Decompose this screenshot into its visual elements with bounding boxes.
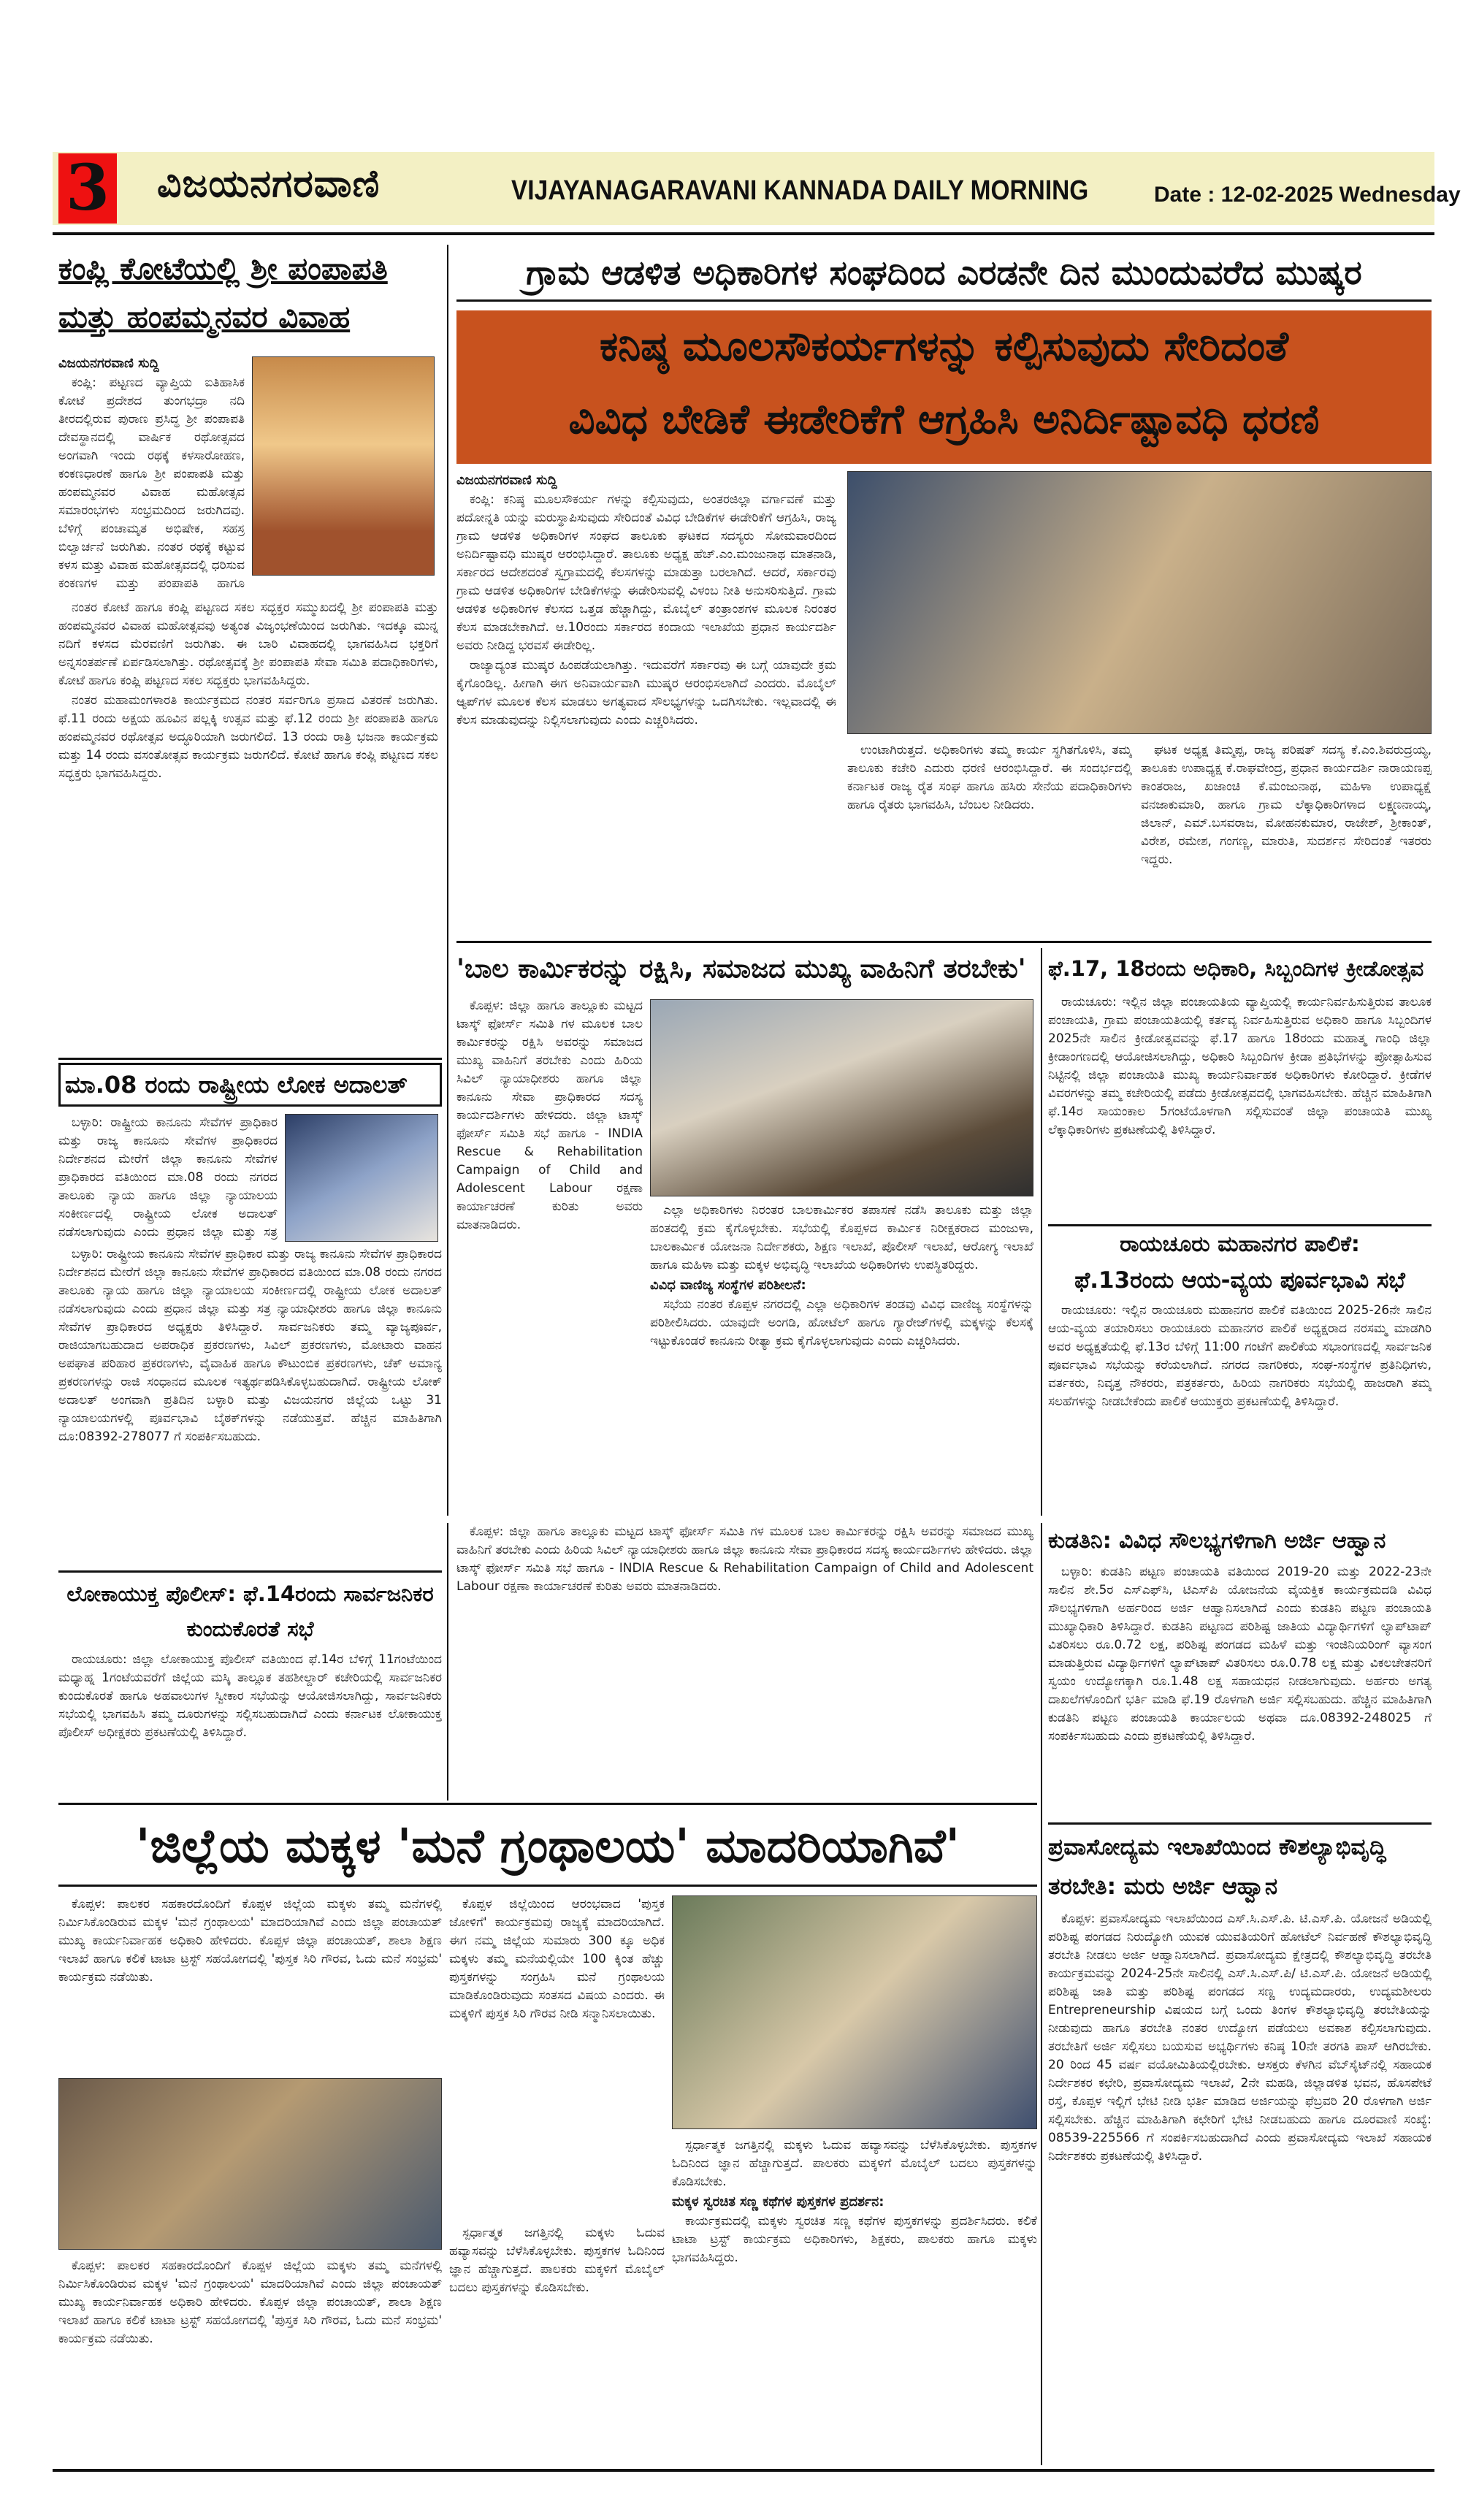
paragraph: ರಾಜ್ಯಾದ್ಯಂತ ಮುಷ್ಕರ ಹಿಂಪಡೆಯಲಾಗಿತ್ತು. ಇದುವರೆಗೆ ಸರ್ಕಾರವು ಈ ಬಗ್ಗೆ ಯಾವುದೇ ಕ್ರಮ ಕೈಗೊಂಡಿಲ್ಲ. ಹೀಗಾಗಿ ಈಗ ಅನಿವಾರ್ಯವಾಗಿ ಮುಷ್ಕರ ಆರಂಭಿಸಲಾಗಿದೆ ಎಂದರು. ಮೊಬೈಲ್ ಆ್ಯಪ್‌ಗಳ ಮೂಲಕ ಕೆಲಸ ಮಾಡಲು ಅಗತ್ಯವಾದ ಸೌಲಭ್ಯಗಳನ್ನು ಒದಗಿಸಬೇಕು. ಇಲ್ಲವಾದಲ್ಲಿ ಈ ಕೆಲಸ ಮಾಡುವುದನ್ನು ನಿಲ್ಲಿಸಲಾಗುವುದು ಎಂದು ಎಚ್ಚರಿಸಿದರು.: [456, 658, 836, 728]
paragraph: ಸ್ಪರ್ಧಾತ್ಮಕ ಜಗತ್ತಿನಲ್ಲಿ ಮಕ್ಕಳು ಓದುವ ಹವ್ಯಾಸವನ್ನು ಬೆಳೆಸಿಕೊಳ್ಳಬೇಕು. ಪುಸ್ತಕಗಳ ಓದಿನಿಂದ ಜ್ಞಾನ ಹೆಚ್ಚಾಗುತ್ತದೆ. ಪಾಲಕರು ಮಕ್ಕಳಿಗೆ ಮೊಬೈಲ್ ಬದಲು ಪುಸ್ತಕಗಳನ್ನು ಕೊಡಿಸಬೇಕು.: [449, 2226, 665, 2295]
article-kudathini-title: ಕುಡತಿನಿ: ವಿವಿಧ ಸೌಲಭ್ಯಗಳಿಗಾಗಿ ಅರ್ಜಿ ಆಹ್ವಾನ: [1048, 1528, 1386, 1554]
meeting-officials-photo: [650, 999, 1033, 1196]
article-childlabour-title: 'ಬಾಲ ಕಾರ್ಮಿಕರನ್ನು ರಕ್ಷಿಸಿ, ಸಮಾಜದ ಮುಖ್ಯ ವಾಹಿನಿಗೆ ತರಬೇಕು': [456, 954, 1026, 984]
byline: ವಿಜಯನಗರವಾಣಿ ಸುದ್ದಿ: [456, 473, 557, 488]
paragraph: ಕೊಪ್ಪಳ ಜಿಲ್ಲೆಯಿಂದ ಆರಂಭವಾದ 'ಪುಸ್ತಕ ಜೋಳಿಗೆ' ಕಾರ್ಯಕ್ರಮವು ರಾಜ್ಯಕ್ಕೆ ಮಾದರಿಯಾಗಿದೆ. ಈಗ ನಮ್ಮ ಜಿಲ್ಲೆಯ ಸುಮಾರು 300 ಕ್ಕೂ ಅಧಿಕ ಮಕ್ಕಳು ತಮ್ಮ ಮನೆಯಲ್ಲಿಯೇ 100 ಕ್ಕಿಂತ ಹೆಚ್ಚು ಪುಸ್ತಕಗಳನ್ನು ಸಂಗ್ರಹಿಸಿ ಮನೆ ಗ್ರಂಥಾಲಯ ಮಾಡಿಕೊಂಡಿರುವುದು ಸಂತಸದ ವಿಷಯ ಎಂದರು. ಈ ಮಕ್ಕಳಿಗೆ ಪುಸ್ತಕ ಸಿರಿ ಗೌರವ ನೀಡಿ ಸನ್ಮಾನಿಸಲಾಯಿತು.: [449, 1897, 665, 2021]
section-rule: [456, 941, 1432, 943]
article-sportsfest-body: [1048, 993, 1432, 1220]
newspaper-name-english: VIJAYANAGARAVANI KANNADA DAILY MORNING: [511, 175, 1089, 206]
page-number: 3: [58, 153, 117, 224]
temple-deity-photo: [252, 356, 435, 576]
paragraph: ಕೊಪ್ಪಳ: ಪಾಲಕರ ಸಹಕಾರದೊಂದಿಗೆ ಕೊಪ್ಪಳ ಜಿಲ್ಲೆಯ ಮಕ್ಕಳು ತಮ್ಮ ಮನೆಗಳಲ್ಲಿ ನಿರ್ಮಿಸಿಕೊಂಡಿರುವ ಮಕ್ಕಳ 'ಮನೆ ಗ್ರಂಥಾಲಯ' ಮಾದರಿಯಾಗಿವೆ ಎಂದು ಜಿಲ್ಲಾ ಪಂಚಾಯತ್ ಮುಖ್ಯ ಕಾರ್ಯನಿರ್ವಾಹಕ ಅಧಿಕಾರಿ ಹೇಳಿದರು. ಕೊಪ್ಪಳ ಜಿಲ್ಲಾ ಪಂಚಾಯತ್, ಶಾಲಾ ಶಿಕ್ಷಣ ಇಲಾಖೆ ಹಾಗೂ ಕಲಿಕೆ ಟಾಟಾ ಟ್ರಸ್ಟ್ ಸಹಯೋಗದಲ್ಲಿ 'ಪುಸ್ತಕ ಸಿರಿ ಗೌರವ, ಓದು ಮನೆ ಸಂಭ್ರಮ' ಕಾರ್ಯಕ್ರಮ ನಡೆಯಿತು.: [58, 1897, 442, 1985]
article-library-col-2: [449, 1895, 665, 2217]
article-kampli-body-top: [58, 354, 245, 595]
column-divider: [1041, 1523, 1042, 2465]
paragraph: ನಂತರ ಕೋಟೆ ಹಾಗೂ ಕಂಪ್ಲಿ ಪಟ್ಟಣದ ಸಕಲ ಸದ್ಭಕ್ತರ ಸಮ್ಮುಖದಲ್ಲಿ ಶ್ರೀ ಪಂಪಾಪತಿ ಮತ್ತು ಹಂಪಮ್ಮನವರ ವಿವಾಹ ಮಹೋತ್ಸವವು ಅತ್ಯಂತ ವಿಜೃಂಭಣೆಯಿಂದ ಜರುಗಿತು. ಇದಕ್ಕೂ ಮುನ್ನ ನದಿಗೆ ಕಳಸದ ಮೆರವಣಿಗೆ ಜರುಗಿತು. ಈ ಬಾರಿ ವಿವಾಹದಲ್ಲಿ ಭಾಗವಹಿಸಿದ ಭಕ್ತರಿಗೆ ಅನ್ನಸಂತರ್ಪಣೆ ಏರ್ಪಡಿಸಲಾಗಿತ್ತು. ರಥೋತ್ಸವಕ್ಕೆ ಶ್ರೀ ಪಂಪಾಪತಿ ಸೇವಾ ಸಮಿತಿ ಪದಾಧಿಕಾರಿಗಳು, ಕೋಟೆ ಹಾಗೂ ಕಂಪ್ಲಿ ಪಟ್ಟಣದ ಸಕಲ ಸದ್ಭಕ್ತರು ಭಾಗವಹಿಸಿದ್ದರು.: [58, 600, 438, 688]
article-tourism-body: [1048, 1910, 1432, 2462]
paragraph: ಕೊಪ್ಪಳ: ಜಿಲ್ಲಾ ಹಾಗೂ ತಾಲ್ಲೂಕು ಮಟ್ಟದ ಟಾಸ್ಕ್ ಫೋರ್ಸ್ ಸಮಿತಿ ಗಳ ಮೂಲಕ ಬಾಲ ಕಾರ್ಮಿಕರನ್ನು ರಕ್ಷಿಸಿ ಅವರನ್ನು ಸಮಾಜದ ಮುಖ್ಯ ವಾಹಿನಿಗೆ ತರಬೇಕು ಎಂದು ಹಿರಿಯ ಸಿವಿಲ್ ನ್ಯಾಯಾಧೀಶರು ಹಾಗೂ ಜಿಲ್ಲಾ ಕಾನೂನು ಸೇವಾ ಪ್ರಾಧಿಕಾರದ ಸದಸ್ಯ ಕಾರ್ಯದರ್ಶಿಗಳು ಹೇಳಿದರು. ಜಿಲ್ಲಾ ಟಾಸ್ಕ್ ಫೋರ್ಸ್ ಸಮಿತಿ ಸಭೆ ಹಾಗೂ - INDIA Rescue & Rehabilitation Campaign of Child and Adolescent Labour ರಕ್ಷಣಾ ಕಾರ್ಯಾಚರಣೆ ಕುರಿತು ಅವರು ಮಾತನಾಡಿದರು.: [456, 999, 643, 1232]
column-divider: [1041, 948, 1042, 1516]
article-sportsfest-title: ಫೆ.17, 18ರಂದು ಅಧಿಕಾರಿ, ಸಿಬ್ಬಂದಿಗಳ ಕ್ರೀಡೋತ್ಸವ: [1048, 956, 1424, 981]
article-lokadalat-body-top: [58, 1114, 278, 1242]
masthead-rule: [53, 232, 1434, 235]
paragraph: ಕಂಪ್ಲಿ: ಕನಿಷ್ಠ ಮೂಲಸೌಕರ್ಯ ಗಳನ್ನು ಕಲ್ಪಿಸುವುದು, ಅಂತರಜಿಲ್ಲಾ ವರ್ಗಾವಣೆ ಮತ್ತು ಪದೋನ್ನತಿ ಯನ್ನು ಮರುಸ್ಥಾಪಿಸುವುದು ಸೇರಿದಂತೆ ವಿವಿಧ ಬೇಡಿಕೆಗಳ ಈಡೇರಿಕೆಗೆ ಆಗ್ರಹಿಸಿ, ರಾಜ್ಯ ಗ್ರಾಮ ಆಡಳಿತ ಅಧಿಕಾರಿಗಳ ಸಂಘದ ತಾಲೂಕು ಘಟಕದ ಸದಸ್ಯರು ಸೋಮವಾರದಿಂದ ಅನಿರ್ದಿಷ್ಟಾವಧಿ ಮುಷ್ಕರ ಆರಂಭಿಸಿದ್ದಾರೆ. ತಾಲೂಕು ಅಧ್ಯಕ್ಷ ಹೆಚ್.ಎಂ.ಮಂಜುನಾಥ ಮಾತನಾಡಿ, ಸರ್ಕಾರದ ಆದೇಶದಂತೆ ಸ್ವಗ್ರಾಮದಲ್ಲಿ ಕೆಲಸಗಳನ್ನು ಮಾಡುತ್ತಾ ಬರಲಾಗಿದೆ. ಆದರೆ, ಸರ್ಕಾರವು ಗ್ರಾಮ ಆಡಳಿತ ಅಧಿಕಾರಿಗಳ ಬೇಡಿಕೆಗಳನ್ನು ಈಡೇರಿಸುವಲ್ಲಿ ವಿಳಂಬ ನೀತಿ ಅನುಸರಿಸುತ್ತಿದೆ. ಗ್ರಾಮ ಆಡಳಿತ ಅಧಿಕಾರಿಗಳ ಕೆಲಸದ ಒತ್ತಡ ಹೆಚ್ಚಾಗಿದ್ದು, ಮೊಬೈಲ್ ತಂತ್ರಾಂಶಗಳ ಮೂಲಕ ನಿರಂತರ ಕೆಲಸ ಮಾಡಬೇಕಾಗಿದೆ. ಆ.10ರಂದು ಸರ್ಕಾರದ ಕಂದಾಯ ಇಲಾಖೆಯ ಪ್ರಧಾನ ಕಾರ್ಯದರ್ಶಿ ಅವರು ನೀಡಿದ್ದ ಭರವಸೆ ಈಡೇರಿಲ್ಲ.: [456, 492, 836, 653]
paragraph: ಸ್ಪರ್ಧಾತ್ಮಕ ಜಗತ್ತಿನಲ್ಲಿ ಮಕ್ಕಳು ಓದುವ ಹವ್ಯಾಸವನ್ನು ಬೆಳೆಸಿಕೊಳ್ಳಬೇಕು. ಪುಸ್ತಕಗಳ ಓದಿನಿಂದ ಜ್ಞಾನ ಹೆಚ್ಚಾಗುತ್ತದೆ. ಪಾಲಕರು ಮಕ್ಕಳಿಗೆ ಮೊಬೈಲ್ ಬದಲು ಪುಸ್ತಕಗಳನ್ನು ಕೊಡಿಸಬೇಕು.: [672, 2138, 1037, 2189]
article-lokadalat-title: ಮಾ.08 ರಂದು ರಾಷ್ಟ್ರೀಯ ಲೋಕ ಅದಾಲತ್: [58, 1063, 442, 1107]
article-strike-col-3: [847, 741, 1132, 935]
article-library-col-4: [672, 2137, 1037, 2462]
byline: ವಿಜಯನಗರವಾಣಿ ಸುದ್ದಿ: [58, 356, 159, 371]
paragraph: ಕಂಪ್ಲಿ: ಪಟ್ಟಣದ ವ್ಯಾಪ್ತಿಯ ಐತಿಹಾಸಿಕ ಕೋಟೆ ಪ್ರದೇಶದ ತುಂಗಭದ್ರಾ ನದಿ ತೀರದಲ್ಲಿರುವ ಪುರಾಣ ಪ್ರಸಿದ್ಧ ಶ್ರೀ ಪಂಪಾಪತಿ ದೇವಸ್ಥಾನದಲ್ಲಿ ವಾರ್ಷಿಕ ರಥೋತ್ಸವದ ಅಂಗವಾಗಿ ಇಂದು ರಥಕ್ಕೆ ಕಳಸಾರೋಹಣ, ಕಂಕಣಧಾರಣೆ ಹಾಗೂ ಶ್ರೀ ಪಂಪಾಪತಿ ಮತ್ತು ಹಂಪಮ್ಮನವರ ವಿವಾಹ ಮಹೋತ್ಸವ ಸಮಾರಂಭಗಳು ಸಂಭ್ರಮದಿಂದ ಜರುಗಿದವು. ಬೆಳಿಗ್ಗೆ ಪಂಚಾಮೃತ ಅಭಿಷೇಕ, ಸಹಸ್ರ ಬಿಲ್ವಾರ್ಚನೆ ಜರುಗಿತು. ನಂತರ ರಥಕ್ಕೆ ಕಟ್ಟುವ ಕಳಸ ಮತ್ತು ವಿವಾಹ ಮಹೋತ್ಸವದಲ್ಲಿ ಧರಿಸುವ ಕಂಕಣಗಳ ಮತ್ತು ಪಂಪಾಪತಿ ಹಾಗೂ: [58, 375, 245, 591]
article-library-title: 'ಜಿಲ್ಲೆಯ ಮಕ್ಕಳ 'ಮನೆ ಗ್ರಂಥಾಲಯ' ಮಾದರಿಯಾಗಿವೆ': [58, 1810, 1037, 1887]
newspaper-name-kannada: ವಿಜಯನಗರವಾಣಿ: [157, 162, 381, 206]
paragraph: ಕೊಪ್ಪಳ: ಜಿಲ್ಲಾ ಹಾಗೂ ತಾಲ್ಲೂಕು ಮಟ್ಟದ ಟಾಸ್ಕ್ ಫೋರ್ಸ್ ಸಮಿತಿ ಗಳ ಮೂಲಕ ಬಾಲ ಕಾರ್ಮಿಕರನ್ನು ರಕ್ಷಿಸಿ ಅವರನ್ನು ಸಮಾಜದ ಮುಖ್ಯ ವಾಹಿನಿಗೆ ತರಬೇಕು ಎಂದು ಹಿರಿಯ ಸಿವಿಲ್ ನ್ಯಾಯಾಧೀಶರು ಹಾಗೂ ಜಿಲ್ಲಾ ಕಾನೂನು ಸೇವಾ ಪ್ರಾಧಿಕಾರದ ಸದಸ್ಯ ಕಾರ್ಯದರ್ಶಿಗಳು ಹೇಳಿದರು. ಜಿಲ್ಲಾ ಟಾಸ್ಕ್ ಫೋರ್ಸ್ ಸಮಿತಿ ಸಭೆ ಹಾಗೂ - INDIA Rescue & Rehabilitation Campaign of Child and Adolescent Labour ರಕ್ಷಣಾ ಕಾರ್ಯಾಚರಣೆ ಕುರಿತು ಅವರು ಮಾತನಾಡಿದರು.: [456, 1524, 1033, 1594]
paragraph: ಕೊಪ್ಪಳ: ಪ್ರವಾಸೋದ್ಯಮ ಇಲಾಖೆಯಿಂದ ಎಸ್.ಸಿ.ಎಸ್.ಪಿ. ಟಿ.ಎಸ್.ಪಿ. ಯೋಜನೆ ಅಡಿಯಲ್ಲಿ ಪರಿಶಿಷ್ಟ ಪಂಗಡದ ನಿರುದ್ಯೋಗಿ ಯುವಕ ಯುವತಿಯರಿಗೆ ಹೋಟೆಲ್ ನಿರ್ವಹಣೆ ಕೌಶಲ್ಯಾಭಿವೃದ್ಧಿ ತರಬೇತಿ ನೀಡಲು ಅರ್ಜಿ ಆಹ್ವಾನಿಸಲಾಗಿದೆ. ಪ್ರವಾಸೋದ್ಯಮ ಕ್ಷೇತ್ರದಲ್ಲಿ ಕೌಶಲ್ಯಾಭಿವೃದ್ಧಿ ತರಬೇತಿ ಕಾರ್ಯಕ್ರಮವನ್ನು 2024-25ನೇ ಸಾಲಿನಲ್ಲಿ ಎಸ್.ಸಿ.ಎಸ್.ಪಿ/ ಟಿ.ಎಸ್.ಪಿ. ಯೋಜನೆ ಅಡಿಯಲ್ಲಿ ಪರಿಶಿಷ್ಟ ಜಾತಿ ಮತ್ತು ಪರಿಶಿಷ್ಟ ಪಂಗಡದ ಸಣ್ಣ ಉದ್ಯಮದಾರರು, ಉದ್ಯಮಶೀಲರು Entrepreneurship ವಿಷಯದ ಬಗ್ಗೆ ಒಂದು ತಿಂಗಳ ಕೌಶಲ್ಯಾಭಿವೃದ್ಧಿ ತರಬೇತಿಯನ್ನು ನೀಡುವುದು ಹಾಗೂ ತರಬೇತಿ ನಂತರ ಉದ್ಯೋಗ ಪಡೆಯಲು ಅವಕಾಶ ಕಲ್ಪಿಸಲಾಗುವುದು. ತರಬೇತಿಗೆ ಅರ್ಜಿ ಸಲ್ಲಿಸಲು ಬಯಸುವ ಅಭ್ಯರ್ಥಿಗಳು ಕನಿಷ್ಠ 10ನೇ ತರಗತಿ ಪಾಸ್ ಆಗಿರಬೇಕು. 20 ರಿಂದ 45 ವರ್ಷ ವಯೋಮಿತಿಯಲ್ಲಿರಬೇಕು. ಆಸಕ್ತರು ಕೆಳಗಿನ ವೆಬ್‌ಸೈಟ್‌ನಲ್ಲಿ ಸಹಾಯಕ ನಿರ್ದೇಶಕರ ಕಛೇರಿ, ಪ್ರವಾಸೋದ್ಯಮ ಇಲಾಖೆ, 2ನೇ ಮಹಡಿ, ಜಿಲ್ಲಾಡಳಿತ ಭವನ, ಹೊಸಪೇಟೆ ರಸ್ತೆ, ಕೊಪ್ಪಳ ಇಲ್ಲಿಗೆ ಭೇಟಿ ನೀಡಿ ಭರ್ತಿ ಮಾಡಿದ ಅರ್ಜಿಯನ್ನು ಫೆಬ್ರವರಿ 20 ರೊಳಗಾಗಿ ಅರ್ಜಿ ಸಲ್ಲಿಸಬೇಕು. ಹೆಚ್ಚಿನ ಮಾಹಿತಿಗಾಗಿ ಕಛೇರಿಗೆ ಭೇಟಿ ನೀಡಬಹುದು ಹಾಗೂ ದೂರವಾಣಿ ಸಂಖ್ಯೆ: 08539-225566 ಗೆ ಸಂಪರ್ಕಿಸಬಹುದಾಗಿದೆ ಎಂದು ಪ್ರವಾಸೋದ್ಯಮ ಇಲಾಖೆ ಸಹಾಯಕ ನಿರ್ದೇಶಕರು ಪ್ರಕಟಣೆಯಲ್ಲಿ ತಿಳಿಸಿದ್ದಾರೆ.: [1048, 1912, 1432, 2164]
article-childlabour-col-1: [456, 997, 643, 1516]
children-library-photo: [58, 2078, 442, 2250]
article-budget-kicker: ರಾಯಚೂರು ಮಹಾನಗರ ಪಾಲಿಕೆ:: [1120, 1232, 1360, 1257]
issue-date: Date : 12-02-2025 Wednesday: [1154, 183, 1461, 207]
article-strike-col-4: [1141, 741, 1432, 935]
protest-group-photo: [847, 471, 1432, 734]
article-library-col-1b: [58, 2257, 442, 2462]
paragraph: ಬಳ್ಳಾರಿ: ರಾಷ್ಟ್ರೀಯ ಕಾನೂನು ಸೇವೆಗಳ ಪ್ರಾಧಿಕಾರ ಮತ್ತು ರಾಜ್ಯ ಕಾನೂನು ಸೇವೆಗಳ ಪ್ರಾಧಿಕಾರದ ನಿರ್ದೇಶನದ ಮೇರೆಗೆ ಜಿಲ್ಲಾ ಕಾನೂನು ಸೇವೆಗಳ ಪ್ರಾಧಿಕಾರದ ವತಿಯಿಂದ ಮಾ.08 ರಂದು ನಗರದ ತಾಲೂಕು ನ್ಯಾಯ ಹಾಗೂ ಜಿಲ್ಲಾ ನ್ಯಾಯಾಲಯ ಸಂಕೀರ್ಣದಲ್ಲಿ ರಾಷ್ಟ್ರೀಯ ಲೋಕ ಅದಾಲತ್ ನಡೆಸಲಾಗುವುದು ಎಂದು ಪ್ರಧಾನ ಜಿಲ್ಲಾ ಮತ್ತು ಸತ್ರ ನ್ಯಾಯಾಧೀಶರು ಹಾಗೂ ಜಿಲ್ಲಾ ಕಾನೂನು ಸೇವೆಗಳ ಪ್ರಾಧಿಕಾರದ ಅಧ್ಯಕ್ಷರು ತಿಳಿಸಿದ್ದಾರೆ. ಸಾರ್ವಜನಿಕರು ತಮ್ಮ ವ್ಯಾಜ್ಯಪೂರ್ವ, ರಾಜಿಯಾಗಬಹುದಾದ ಅಪರಾಧಿಕ ಪ್ರಕರಣಗಳು, ಸಿವಿಲ್ ಪ್ರಕರಣಗಳು, ಮೋಟಾರು ವಾಹನ ಅಪಘಾತ ಪರಿಹಾರ ಪ್ರಕರಣಗಳು, ವೈವಾಹಿಕ ಹಾಗೂ ಕೌಟುಂಬಿಕ ಪ್ರಕರಣಗಳು, ಚೆಕ್ ಅಮಾನ್ಯ ಪ್ರಕರಣಗಳನ್ನು ರಾಜಿ ಸಂಧಾನದ ಮೂಲಕ ಇತ್ಯರ್ಥಪಡಿಸಿಕೊಳ್ಳಬಹುದಾಗಿದೆ. ರಾಷ್ಟ್ರೀಯ ಲೋಕ್ ಅದಾಲತ್ ಅಂಗವಾಗಿ ಪ್ರತಿದಿನ ಬಳ್ಳಾರಿ ಮತ್ತು ವಿಜಯನಗರ ಜಿಲ್ಲೆಯ ಒಟ್ಟು 31 ನ್ಯಾಯಾಲಯಗಳಲ್ಲಿ ಪೂರ್ವಭಾವಿ ಬೈಠಕ್‌ಗಳನ್ನು ನಡೆಯುತ್ತವೆ. ಹೆಚ್ಚಿನ ಮಾಹಿತಿಗಾಗಿ ದೂ:08392-278077 ಗೆ ಸಂಪರ್ಕಿಸಬಹುದು.: [58, 1247, 442, 1444]
section-rule: [58, 1570, 442, 1573]
article-tourism-title: ಪ್ರವಾಸೋದ್ಯಮ ಇಲಾಖೆಯಿಂದ ಕೌಶಲ್ಯಾಭಿವೃದ್ಧಿ ತರಬೇತಿ: ಮರು ಅರ್ಜಿ ಆಹ್ವಾನ: [1048, 1834, 1386, 1900]
judge-portrait-photo: [285, 1114, 438, 1242]
paragraph: ಬಳ್ಳಾರಿ: ಕುಡತಿನಿ ಪಟ್ಟಣ ಪಂಚಾಯತಿ ವತಿಯಿಂದ 2019-20 ಮತ್ತು 2022-23ನೇ ಸಾಲಿನ ಶೇ.5ರ ಎಸ್‌ಎಫ್‌ಸಿ, ಟಿಎಸ್‌ಪಿ ಯೋಜನೆಯ ವೈಯಕ್ತಿಕ ಕಾರ್ಯಕ್ರಮದಡಿ ವಿವಿಧ ಸೌಲಭ್ಯಗಳಿಗಾಗಿ ಅರ್ಹರಿಂದ ಅರ್ಜಿ ಆಹ್ವಾನಿಸಲಾಗಿದೆ ಎಂದು ಕುಡತಿನಿ ಪಟ್ಟಣ ಪಂಚಾಯತಿ ಮುಖ್ಯಾಧಿಕಾರಿ ತಿಳಿಸಿದ್ದಾರೆ. ಕುಡತಿನಿ ಪಟ್ಟಣದ ಪರಿಶಿಷ್ಟ ಜಾತಿಯ ವಿದ್ಯಾರ್ಥಿಗಳಿಗೆ ಲ್ಯಾಪ್‌ಟಾಪ್ ವಿತರಿಸಲು ರೂ.0.72 ಲಕ್ಷ, ಪರಿಶಿಷ್ಟ ಪಂಗಡದ ಮಹಿಳೆ ಮತ್ತು ಇಂಜಿನಿಯರಿಂಗ್ ವ್ಯಾಸಂಗ ಮಾಡುತ್ತಿರುವ ವಿದ್ಯಾರ್ಥಿಗಳಿಗೆ ಲ್ಯಾಪ್‌ಟಾಪ್ ವಿತರಿಸಲು ರೂ.0.78 ಲಕ್ಷ ಮತ್ತು ವಿಕಲಚೇತನರಿಗೆ ಸ್ವಯಂ ಉದ್ಯೋಗಕ್ಕಾಗಿ ರೂ.1.48 ಲಕ್ಷ ಸಹಾಯಧನ ನೀಡಲಾಗುವುದು. ಅರ್ಹರು ಅಗತ್ಯ ದಾಖಲೆಗಳೊಂದಿಗೆ ಭರ್ತಿ ಮಾಡಿ ಫೆ.19 ರೊಳಗಾಗಿ ಅರ್ಜಿ ಸಲ್ಲಿಸಬಹುದು. ಹೆಚ್ಚಿನ ಮಾಹಿತಿಗಾಗಿ ಕುಡತಿನಿ ಪಟ್ಟಣ ಪಂಚಾಯತಿ ಕಾರ್ಯಾಲಯ ಅಥವಾ ದೂ.08392-248025 ಗೆ ಸಂಪರ್ಕಿಸಬಹುದು ಎಂದು ಪ್ರಕಟಣೆಯಲ್ಲಿ ತಿಳಿಸಿದ್ದಾರೆ.: [1048, 1565, 1432, 1744]
section-rule: [1048, 1822, 1432, 1825]
article-budget-title: ಫೆ.13ರಂದು ಆಯ-ವ್ಯಯ ಪೂರ್ವಭಾವಿ ಸಭೆ: [1074, 1267, 1405, 1294]
article-strike-banner: [456, 310, 1432, 464]
paragraph: ಎಲ್ಲಾ ಅಧಿಕಾರಿಗಳು ನಿರಂತರ ಬಾಲಕಾರ್ಮಿಕರ ತಪಾಸಣೆ ನಡೆಸಿ ತಾಲೂಕು ಮತ್ತು ಜಿಲ್ಲಾ ಹಂತದಲ್ಲಿ ಕ್ರಮ ಕೈಗೊಳ್ಳಬೇಕು. ಸಭೆಯಲ್ಲಿ ಕೊಪ್ಪಳದ ಕಾರ್ಮಿಕ ನಿರೀಕ್ಷಕರಾದ ಮಂಜುಳಾ, ಬಾಲಕಾರ್ಮಿಕ ಯೋಜನಾ ನಿರ್ದೇಶಕರು, ಶಿಕ್ಷಣ ಇಲಾಖೆ, ಪೊಲೀಸ್ ಇಲಾಖೆ, ಆರೋಗ್ಯ ಇಲಾಖೆ ಹಾಗೂ ಮಹಿಳಾ ಮತ್ತು ಮಕ್ಕಳ ಅಭಿವೃದ್ಧಿ ಇಲಾಖೆಯ ಅಧಿಕಾರಿಗಳು ಉಪಸ್ಥಿತರಿದ್ದರು.: [650, 1203, 1033, 1272]
section-rule: [1048, 1224, 1432, 1226]
article-lokayukta-body: [58, 1651, 442, 1797]
subheading: ಮಕ್ಕಳ ಸ್ವರಚಿತ ಸಣ್ಣ ಕಥೆಗಳ ಪುಸ್ತಕಗಳ ಪ್ರದರ್ಶನ:: [672, 2194, 884, 2210]
paragraph: ನಂತರ ಮಹಾಮಂಗಳಾರತಿ ಕಾರ್ಯಕ್ರಮದ ನಂತರ ಸರ್ವರಿಗೂ ಪ್ರಸಾದ ವಿತರಣೆ ಜರುಗಿತು. ಫೆ.11 ರಂದು ಅಕ್ಷಯ ಹೂವಿನ ಪಲ್ಲಕ್ಕಿ ಉತ್ಸವ ಮತ್ತು ಫೆ.12 ರಂದು ಶ್ರೀ ಪಂಪಾಪತಿ ಹಾಗೂ ಹಂಪಮ್ಮನವರ ರಥೋತ್ಸವ ಅದ್ಧೂರಿಯಾಗಿ ಜರುಗಲಿದೆ. 13 ರಂದು ರಾತ್ರಿ ಭಜನಾ ಕಾರ್ಯಕ್ರಮ ಮತ್ತು 14 ರಂದು ವಸಂತೋತ್ಸವ ಕಾರ್ಯಕ್ರಮ ಜರುಗಲಿದೆ. ಕೋಟೆ ಹಾಗೂ ಕಂಪ್ಲಿ ಪಟ್ಟಣದ ಸಕಲ ಸದ್ಭಕ್ತರು ಭಾಗವಹಿಸಿದ್ದರು.: [58, 693, 438, 781]
column-divider: [447, 1523, 448, 1801]
article-childlabour-continuation: [456, 1523, 1033, 1797]
article-strike-col-1: [456, 471, 836, 935]
article-lokayukta-title: ಲೋಕಾಯುಕ್ತ ಪೊಲೀಸ್: ಫೆ.14ರಂದು ಸಾರ್ವಜನಿಕರ ಕುಂದುಕೊರತೆ ಸಭೆ: [66, 1581, 434, 1641]
article-strike-headline-1: ಕನಿಷ್ಠ ಮೂಲಸೌಕರ್ಯಗಳನ್ನು ಕಲ್ಪಿಸುವುದು ಸೇರಿದಂತೆ: [599, 323, 1289, 370]
article-budget-body: [1048, 1302, 1432, 1516]
article-strike-kicker: ಗ್ರಾಮ ಆಡಳಿತ ಅಧಿಕಾರಿಗಳ ಸಂಘದಿಂದ ಎರಡನೇ ದಿನ ಮುಂದುವರೆದ ಮುಷ್ಕರ: [456, 245, 1432, 302]
library-award-photo: [672, 1895, 1037, 2129]
paragraph: ರಾಯಚೂರು: ಇಲ್ಲಿನ ಜಿಲ್ಲಾ ಪಂಚಾಯತಿಯ ವ್ಯಾಪ್ತಿಯಲ್ಲಿ ಕಾರ್ಯನಿರ್ವಹಿಸುತ್ತಿರುವ ತಾಲೂಕ ಪಂಚಾಯತಿ, ಗ್ರಾಮ ಪಂಚಾಯತಿಯಲ್ಲಿ ಕರ್ತವ್ಯ ನಿರ್ವಹಿಸುತ್ತಿರುವ ಅಧಿಕಾರಿ ಹಾಗೂ ಸಿಬ್ಬಂದಿಗಳ 2025ನೇ ಸಾಲಿನ ಕ್ರೀಡೋತ್ಸವವನ್ನು ಫೆ.17 ಹಾಗೂ 18ರಂದು ಮಹಾತ್ಮ ಗಾಂಧಿ ಜಿಲ್ಲಾ ಕ್ರೀಡಾಂಗಣದಲ್ಲಿ ಆಯೋಜಿಸಲಾಗಿದ್ದು, ಅಧಿಕಾರಿ ಸಿಬ್ಬಂದಿಗಳ ಕ್ರೀಡಾ ಪ್ರತಿಭೆಗಳನ್ನು ಪ್ರೋತ್ಸಾಹಿಸುವ ನಿಟ್ಟಿನಲ್ಲಿ ಜಿಲ್ಲಾ ಪಂಚಾಯಿತಿ ಮುಖ್ಯ ಕಾರ್ಯನಿರ್ವಾಹಕ ಅಧಿಕಾರಿಗಳು ಕೋರಿದ್ದಾರೆ. ಕ್ರೀಡೆಗಳ ವಿವರಗಳನ್ನು ತಮ್ಮ ಕಚೇರಿಯಲ್ಲಿ ಪಡೆದು ಕ್ರೀಡೋತ್ಸವದಲ್ಲಿ ಭಾಗವಹಿಸಬೇಕು. ಹೆಚ್ಚಿನ ಮಾಹಿತಿಗಾಗಿ ಫೆ.14ರ ಸಾಯಂಕಾಲ 5ಗಂಟೆಯೊಳಗಾಗಿ ಸಲ್ಲಿಸುವಂತೆ ಜಿಲ್ಲಾ ಪಂಚಾಯತಿ ಮುಖ್ಯ ಲೆಕ್ಕಾಧಿಕಾರಿಗಳು ಪ್ರಕಟಣೆಯಲ್ಲಿ ತಿಳಿಸಿದ್ದಾರೆ.: [1048, 995, 1432, 1137]
article-kudathini-body: [1048, 1563, 1432, 1819]
paragraph: ಬಳ್ಳಾರಿ: ರಾಷ್ಟ್ರೀಯ ಕಾನೂನು ಸೇವೆಗಳ ಪ್ರಾಧಿಕಾರ ಮತ್ತು ರಾಜ್ಯ ಕಾನೂನು ಸೇವೆಗಳ ಪ್ರಾಧಿಕಾರದ ನಿರ್ದೇಶನದ ಮೇರೆಗೆ ಜಿಲ್ಲಾ ಕಾನೂನು ಸೇವೆಗಳ ಪ್ರಾಧಿಕಾರದ ವತಿಯಿಂದ ಮಾ.08 ರಂದು ನಗರದ ತಾಲೂಕು ನ್ಯಾಯ ಹಾಗೂ ಜಿಲ್ಲಾ ನ್ಯಾಯಾಲಯ ಸಂಕೀರ್ಣದಲ್ಲಿ ರಾಷ್ಟ್ರೀಯ ಲೋಕ ಅದಾಲತ್ ನಡೆಸಲಾಗುವುದು ಎಂದು ಪ್ರಧಾನ ಜಿಲ್ಲಾ ಮತ್ತು ಸತ್ರ: [58, 1115, 278, 1240]
paragraph: ಉಂಟಾಗಿರುತ್ತದೆ. ಅಧಿಕಾರಿಗಳು ತಮ್ಮ ಕಾರ್ಯ ಸ್ಥಗಿತಗೊಳಿಸಿ, ತಮ್ಮ ತಾಲೂಕು ಕಚೇರಿ ಎದುರು ಧರಣಿ ಆರಂಭಿಸಿದ್ದಾರೆ. ಈ ಸಂದರ್ಭದಲ್ಲಿ ಕರ್ನಾಟಕ ರಾಜ್ಯ ರೈತ ಸಂಘ ಹಾಗೂ ಹಸಿರು ಸೇನೆಯ ಪದಾಧಿಕಾರಿಗಳು ಹಾಗೂ ರೈತರು ಭಾಗವಹಿಸಿ, ಬೆಂಬಲ ನೀಡಿದರು.: [847, 743, 1132, 812]
subheading: ವಿವಿಧ ವಾಣಿಜ್ಯ ಸಂಸ್ಥೆಗಳ ಪರಿಶೀಲನೆ:: [650, 1278, 806, 1293]
column-divider: [447, 245, 448, 1516]
article-kampli-title: ಕಂಪ್ಲಿ ಕೋಟೆಯಲ್ಲಿ ಶ್ರೀ ಪಂಪಾಪತಿ ಮತ್ತು ಹಂಪಮ್ಮನವರ ವಿವಾಹ: [58, 251, 388, 335]
article-library-col-3: [449, 2224, 665, 2462]
article-library-col-1: [58, 1895, 442, 2071]
paragraph: ಘಟಕ ಅಧ್ಯಕ್ಷ ತಿಮ್ಮಪ್ಪ, ರಾಜ್ಯ ಪರಿಷತ್ ಸದಸ್ಯ ಕೆ.ಎಂ.ಶಿವರುದ್ರಯ್ಯ, ತಾಲೂಕು ಉಪಾಧ್ಯಕ್ಷ ಕೆ.ರಾಘವೇಂದ್ರ, ಪ್ರಧಾನ ಕಾರ್ಯದರ್ಶಿ ನಾರಾಯಣಪ್ಪ ಕಾಂತರಾಜ, ಖಜಾಂಚಿ ಕೆ.ಮಂಜುನಾಥ, ಮಹಿಳಾ ಉಪಾಧ್ಯಕ್ಷೆ ವನಜಾಕುಮಾರಿ, ಹಾಗೂ ಗ್ರಾಮ ಲೆಕ್ಕಾಧಿಕಾರಿಗಳಾದ ಲಕ್ಷ್ಮಣನಾಯ್ಕ, ಜಿಲಾನ್, ಎಮ್.ಬಸವರಾಜ, ಮೋಹನಕುಮಾರ, ರಾಜೇಶ್, ಶ್ರೀಕಾಂತ್, ವಿರೇಶ, ರಮೇಶ, ಗಂಗಣ್ಣ, ಮಾರುತಿ, ಸುದರ್ಶನ ಸೇರಿದಂತೆ ಇತರರು ಇದ್ದರು.: [1141, 743, 1432, 867]
article-lokadalat-body-bottom: [58, 1245, 442, 1563]
footer-rule: [53, 2469, 1434, 2472]
paragraph: ರಾಯಚೂರು: ಇಲ್ಲಿನ ರಾಯಚೂರು ಮಹಾನಗರ ಪಾಲಿಕೆ ವತಿಯಿಂದ 2025-26ನೇ ಸಾಲಿನ ಆಯ-ವ್ಯಯ ತಯಾರಿಸಲು ರಾಯಚೂರು ಮಹಾನಗರ ಪಾಲಿಕೆ ಅಧ್ಯಕ್ಷರಾದ ನರಸಮ್ಮ ಮಾಡಗಿರಿ ಅವರ ಅಧ್ಯಕ್ಷತೆಯಲ್ಲಿ ಫೆ.13ರ ಬೆಳಿಗ್ಗೆ 11:00 ಗಂಟೆಗೆ ಪಾಲಿಕೆಯ ಸಭಾಂಗಣದಲ್ಲಿ ಸಾರ್ವಜನಿಕ ಪೂರ್ವಭಾವಿ ಸಭೆಯನ್ನು ಕರೆಯಲಾಗಿದೆ. ನಗರದ ನಾಗರಿಕರು, ಸಂಘ-ಸಂಸ್ಥೆಗಳ ಪ್ರತಿನಿಧಿಗಳು, ವರ್ತಕರು, ನಿವೃತ್ತ ನೌಕರರು, ಪತ್ರಕರ್ತರು, ಹಿರಿಯ ನಾಗರಿಕರು ಸಭೆಯಲ್ಲಿ ಹಾಜರಾಗಿ ತಮ್ಮ ಸಲಹೆಗಳನ್ನು ನೀಡಬೇಕೆಂದು ಪಾಲಿಕೆ ಆಯುಕ್ತರು ಪ್ರಕಟಣೆಯಲ್ಲಿ ತಿಳಿಸಿದ್ದಾರೆ.: [1048, 1303, 1432, 1409]
article-childlabour-col-2: [650, 1202, 1033, 1516]
paragraph: ರಾಯಚೂರು: ಜಿಲ್ಲಾ ಲೋಕಾಯುಕ್ತ ಪೊಲೀಸ್ ವತಿಯಿಂದ ಫೆ.14ರ ಬೆಳಿಗ್ಗೆ 11ಗಂಟೆಯಿಂದ ಮಧ್ಯಾಹ್ನ 1ಗಂಟೆಯವರೆಗೆ ಜಿಲ್ಲೆಯ ಮಸ್ಕಿ ತಾಲ್ಲೂಕ ತಹಶೀಲ್ದಾರ್ ಕಚೇರಿಯಲ್ಲಿ ಸಾರ್ವಜನಿಕರ ಕುಂದುಕೊರತೆ ಹಾಗೂ ಅಹವಾಲುಗಳ ಸ್ವೀಕಾರ ಸಭೆಯನ್ನು ಆಯೋಜಿಸಲಾಗಿದ್ದು, ಸಾರ್ವಜನಿಕರು ಸಭೆಯಲ್ಲಿ ಭಾಗವಹಿಸಿ ತಮ್ಮ ದೂರುಗಳನ್ನು ಸಲ್ಲಿಸಬಹುದಾಗಿದೆ ಎಂದು ಕರ್ನಾಟಕ ಲೋಕಾಯುಕ್ತ ಪೊಲೀಸ್ ಅಧೀಕ್ಷಕರು ಪ್ರಕಟಣೆಯಲ್ಲಿ ತಿಳಿಸಿದ್ದಾರೆ.: [58, 1652, 442, 1740]
paragraph: ಕಾರ್ಯಕ್ರಮದಲ್ಲಿ ಮಕ್ಕಳು ಸ್ವರಚಿತ ಸಣ್ಣ ಕಥೆಗಳ ಪುಸ್ತಕಗಳನ್ನು ಪ್ರದರ್ಶಿಸಿದರು. ಕಲಿಕೆ ಟಾಟಾ ಟ್ರಸ್ಟ್ ಕಾರ್ಯಕ್ರಮ ಅಧಿಕಾರಿಗಳು, ಶಿಕ್ಷಕರು, ಪಾಲಕರು ಹಾಗೂ ಮಕ್ಕಳು ಭಾಗವಹಿಸಿದ್ದರು.: [672, 2214, 1037, 2265]
article-kampli-body-bottom: [58, 599, 438, 1052]
section-rule: [58, 1803, 1037, 1805]
article-strike-headline-2: ವಿವಿಧ ಬೇಡಿಕೆ ಈಡೇರಿಕೆಗೆ ಆಗ್ರಹಿಸಿ ಅನಿರ್ದಿಷ್ಟಾವಧಿ ಧರಣಿ: [568, 396, 1320, 443]
paragraph: ಸಭೆಯ ನಂತರ ಕೊಪ್ಪಳ ನಗರದಲ್ಲಿ ಎಲ್ಲಾ ಅಧಿಕಾರಿಗಳ ತಂಡವು ವಿವಿಧ ವಾಣಿಜ್ಯ ಸಂಸ್ಥೆಗಳನ್ನು ಪರಿಶೀಲಿಸಿದರು. ಯಾವುದೇ ಅಂಗಡಿ, ಹೋಟೆಲ್ ಹಾಗೂ ಗ್ಯಾರೇಜ್‌ಗಳಲ್ಲಿ ಮಕ್ಕಳನ್ನು ಕೆಲಸಕ್ಕೆ ಇಟ್ಟುಕೊಂಡರೆ ಕಾನೂನು ರೀತ್ಯಾ ಕ್ರಮ ಕೈಗೊಳ್ಳಲಾಗುವುದು ಎಂದು ಎಚ್ಚರಿಸಿದರು.: [650, 1297, 1033, 1348]
section-rule: [58, 1058, 442, 1060]
paragraph: ಕೊಪ್ಪಳ: ಪಾಲಕರ ಸಹಕಾರದೊಂದಿಗೆ ಕೊಪ್ಪಳ ಜಿಲ್ಲೆಯ ಮಕ್ಕಳು ತಮ್ಮ ಮನೆಗಳಲ್ಲಿ ನಿರ್ಮಿಸಿಕೊಂಡಿರುವ ಮಕ್ಕಳ 'ಮನೆ ಗ್ರಂಥಾಲಯ' ಮಾದರಿಯಾಗಿವೆ ಎಂದು ಜಿಲ್ಲಾ ಪಂಚಾಯತ್ ಮುಖ್ಯ ಕಾರ್ಯನಿರ್ವಾಹಕ ಅಧಿಕಾರಿ ಹೇಳಿದರು. ಕೊಪ್ಪಳ ಜಿಲ್ಲಾ ಪಂಚಾಯತ್, ಶಾಲಾ ಶಿಕ್ಷಣ ಇಲಾಖೆ ಹಾಗೂ ಕಲಿಕೆ ಟಾಟಾ ಟ್ರಸ್ಟ್ ಸಹಯೋಗದಲ್ಲಿ 'ಪುಸ್ತಕ ಸಿರಿ ಗೌರವ, ಓದು ಮನೆ ಸಂಭ್ರಮ' ಕಾರ್ಯಕ್ರಮ ನಡೆಯಿತು.: [58, 2259, 442, 2346]
